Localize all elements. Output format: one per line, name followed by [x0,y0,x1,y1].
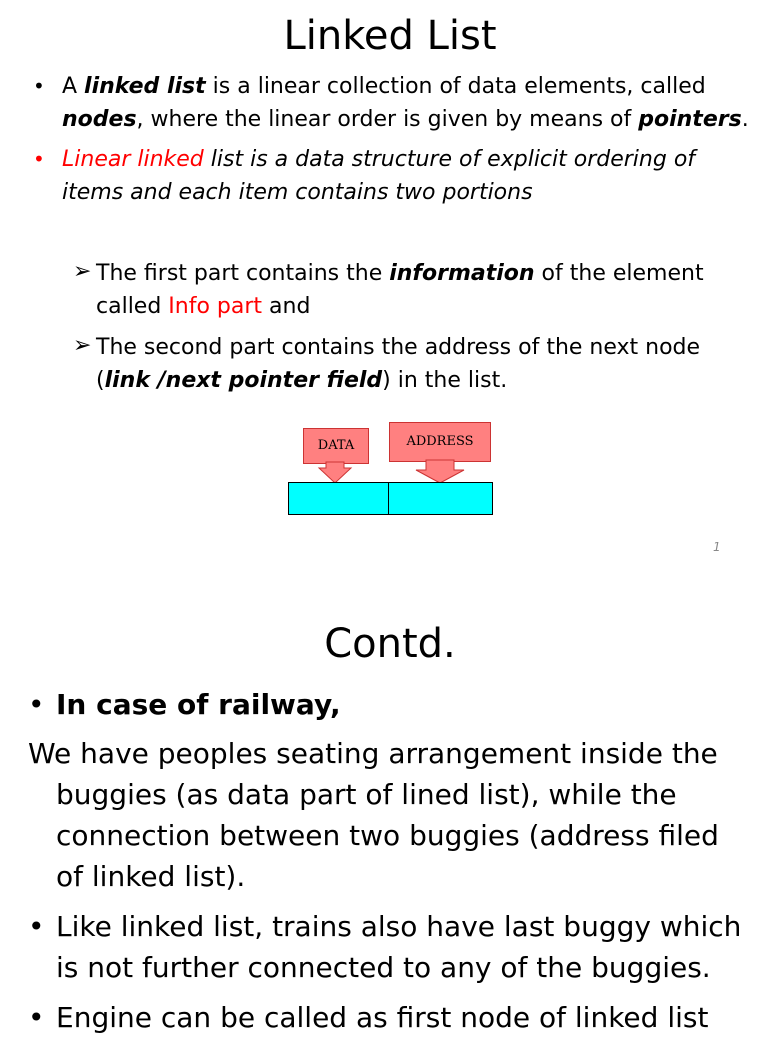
term-link-next-pointer: link /next pointer field [104,368,383,393]
paragraph-line-2: buggies (as data part of lined list), while the [56,778,677,811]
text: . [741,107,749,132]
bullet-1-line-2 [62,103,762,136]
text: The first part contains the [96,261,390,286]
arrowhead-icon: ➢ [73,333,92,358]
term-nodes: nodes [62,107,137,132]
data-arrow-icon [319,462,351,483]
text: , where the linear order is given by means of [136,107,639,132]
sub-bullet-1-line-2 [96,290,756,323]
bullet-dot-icon: • [33,147,45,171]
bullet-dot-icon: • [28,688,45,721]
arrowhead-icon: ➢ [73,259,92,284]
sub-bullet-2-line-1: The second part contains the address of the next node [96,335,701,360]
address-label: ADDRESS [406,434,474,449]
node-diagram [286,420,496,520]
sub-bullet-2-line-2 [96,364,756,397]
paragraph-line-4: of linked list). [56,860,246,893]
page-number: 1 [713,540,721,554]
paragraph-line-1: We have peoples seating arrangement inside the [28,737,718,770]
term-information: information [389,261,535,286]
sub-bullet-1 [0,257,768,327]
text: A [62,74,85,99]
bullet-dot-icon: • [28,1001,45,1034]
slide2-title: Contd. [324,621,456,667]
slide2-bullet-1-text: In case of railway, [56,688,341,721]
slide2-bullet-3-text: Engine can be called as first node of linked list [56,1001,709,1034]
slide2-bullet-2-line-1: Like linked list, trains also have last buggy which [56,910,742,943]
sub-bullet-2 [0,331,768,401]
bullet-1 [0,70,768,140]
term-pointers: pointers [638,107,742,132]
slide2-paragraph [28,733,758,897]
data-label: DATA [317,438,355,453]
bullet-2 [0,143,768,213]
term-linked-list: linked list [84,74,206,99]
text: is a linear collection of data elements, called [205,74,706,99]
bullet-2-line-1 [62,143,762,176]
address-arrow-icon [416,460,464,483]
node-data-cell [288,482,389,515]
bullet-dot-icon: • [33,74,45,98]
node-address-cell [388,482,493,515]
down-arrows [286,420,496,484]
text: and [262,294,311,319]
text: ( [96,368,105,393]
text: of the element [534,261,704,286]
text: called [96,294,169,319]
sub-bullet-1-line-1 [96,257,756,290]
bullet-1-line-1 [62,70,762,103]
term-info-part: Info part [168,294,263,319]
slide2-bullet-2-line-2: is not further connected to any of the buggies. [56,951,711,984]
paragraph-line-3: connection between two buggies (address filed [56,819,719,852]
slide1-title: Linked List [283,13,497,59]
bullet-dot-icon: • [28,910,45,943]
text: list is a data structure of explicit ordering of [203,147,696,172]
bullet-2-line-2: items and each item contains two portions [62,180,533,205]
text: ) in the list. [382,368,508,393]
term-linear-linked: Linear linked [62,147,204,172]
